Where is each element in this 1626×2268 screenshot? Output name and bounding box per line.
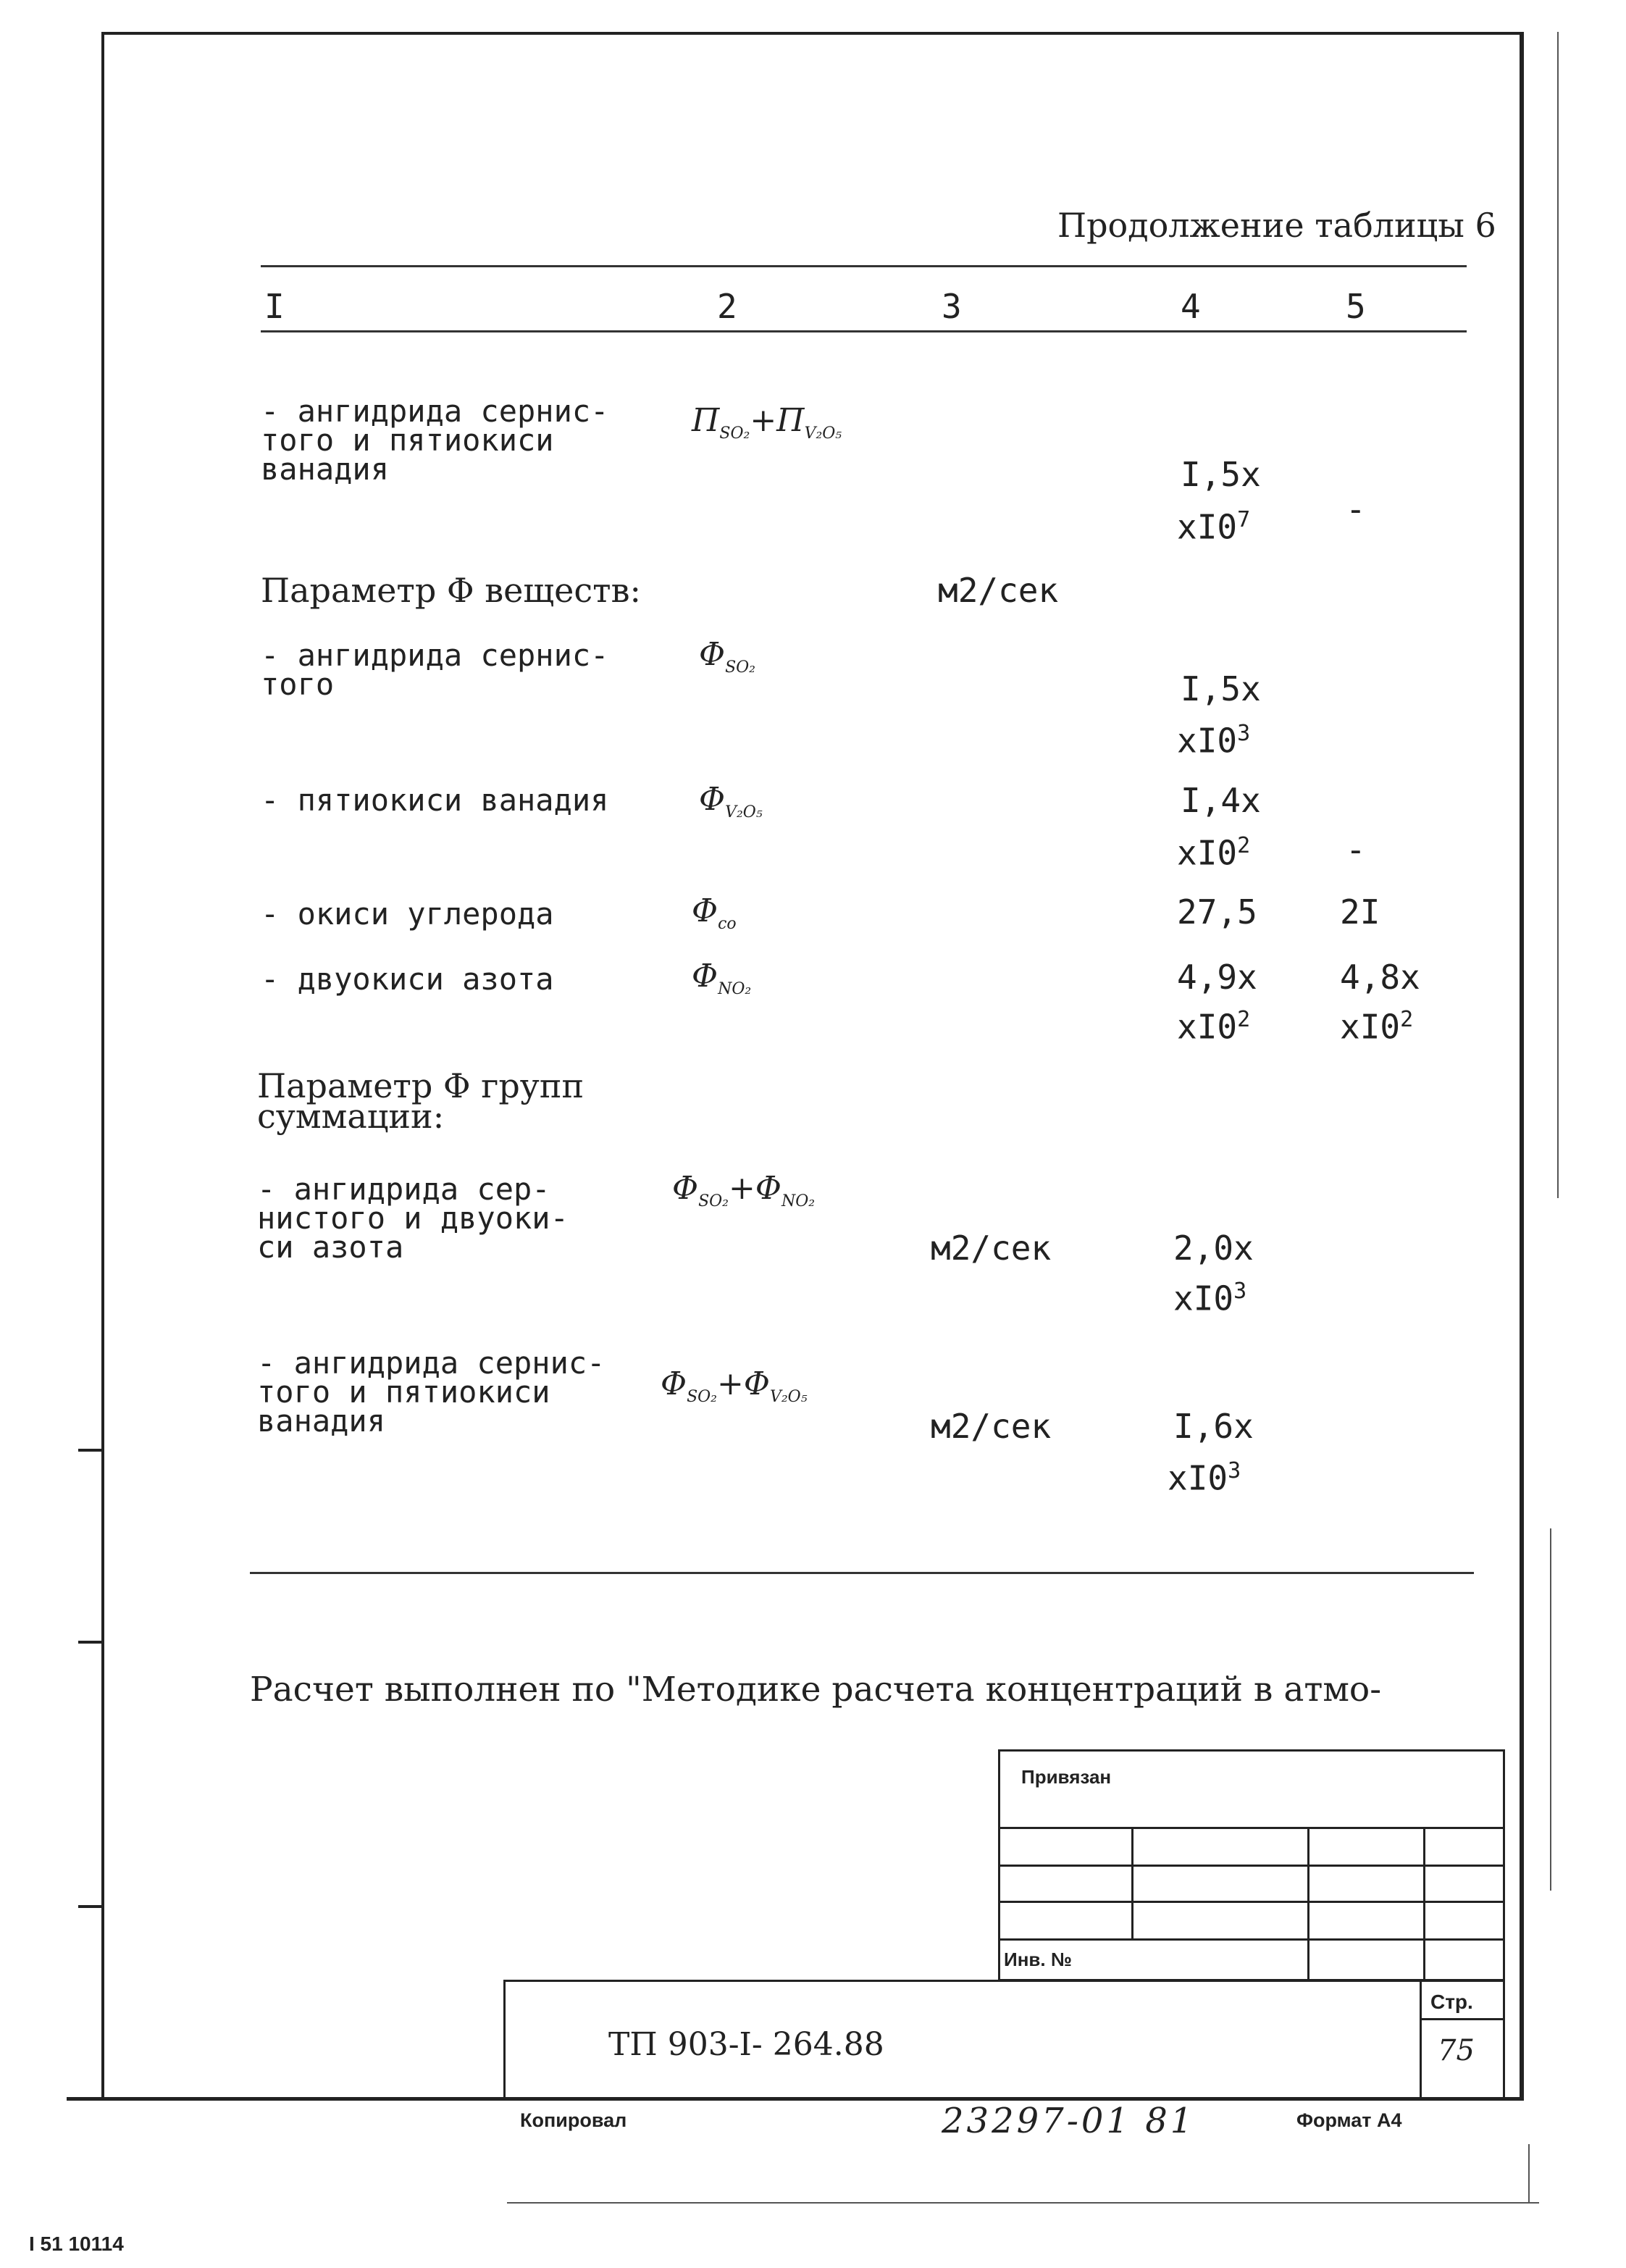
stamp-divider: [1420, 1980, 1422, 2100]
column-header-2: 2: [717, 287, 737, 326]
row-symbol: $\Phi_{SO_2}+\Phi_{V_2O_5}$: [661, 1365, 808, 1406]
row-symbol: $\Phi_{NO_2}$: [692, 958, 752, 998]
row-value-col5: -: [1346, 830, 1366, 869]
table-bottom-rule: [250, 1572, 1474, 1574]
body-text: Расчет выполнен по "Методике расчета концентраций в атмо-: [250, 1670, 1382, 1710]
bottom-trim-line-vertical: [1528, 2144, 1530, 2204]
row-symbol: $\Phi_{co}$: [692, 892, 737, 933]
table-header-bottom-rule: [261, 330, 1467, 332]
frame-left-border: [101, 32, 104, 2100]
column-header-1: I: [264, 287, 285, 326]
stamp-inv-label: Инв. №: [1004, 1949, 1072, 1970]
stamp-rule: [998, 1827, 1505, 1829]
table-continuation-title: Продолжение таблицы 6: [1057, 206, 1496, 245]
row-value-col5-line2: $xI0^2$: [1340, 1007, 1414, 1047]
row-value-col5-line1: 4,8x: [1340, 958, 1420, 997]
row-symbol: $\Phi_{SO_2}+\Phi_{NO_2}$: [672, 1170, 816, 1210]
stamp-document-code: ТП 903-I- 264.88: [608, 2026, 884, 2063]
frame-outer-right-line: [1557, 32, 1559, 1198]
column-header-3: 3: [942, 287, 962, 326]
row-name: - окиси углерода: [261, 896, 554, 932]
frame-right-border: [1520, 32, 1524, 2100]
row-value-col4-line2: $xI0^3$: [1177, 721, 1251, 761]
row-value-col4-line1: 2,0x: [1173, 1229, 1254, 1268]
stamp-page-label: Стр.: [1430, 1991, 1473, 2013]
row-value-col5: -: [1346, 490, 1366, 529]
margin-tick: [78, 1449, 104, 1452]
row-symbol: $\Pi_{SO_2}+\Pi_{V_2O_5}$: [692, 402, 842, 443]
row-value-col5: 2I: [1340, 892, 1380, 932]
stamp-divider: [1307, 1827, 1309, 1981]
column-header-4: 4: [1181, 287, 1201, 326]
stamp-rule: [1420, 2018, 1505, 2020]
frame-top-border: [101, 32, 1522, 35]
row-value-col4-line1: I,6x: [1173, 1407, 1254, 1446]
margin-tick: [78, 1905, 104, 1908]
stamp-copied-label: Копировал: [520, 2109, 627, 2131]
stamp-rule: [998, 1938, 1505, 1941]
row-value-col4-line2: $xI0^2$: [1177, 1007, 1251, 1047]
row-name: - двуокиси азота: [261, 961, 554, 997]
row-symbol: $\Phi_{SO_2}$: [699, 636, 756, 677]
stamp-privyazan-label: Привязан: [1021, 1766, 1112, 1788]
stamp-format-label: Формат А4: [1296, 2109, 1402, 2131]
row-value-col4-line2: $xI0^2$: [1177, 833, 1251, 873]
row-name: - ангидрида сер- нистого и двуоки- си азота: [257, 1171, 569, 1265]
table-header-top-rule: [261, 265, 1467, 267]
row-value-col4-line1: I,4x: [1181, 781, 1261, 820]
row-value-col4-line2: $xI0^3$: [1173, 1279, 1247, 1318]
column-header-5: 5: [1346, 287, 1366, 326]
row-symbol: $\Phi_{V_2O_5}$: [699, 781, 763, 821]
row-value-col4-line2: $xI0^7$: [1177, 507, 1251, 547]
bottom-trim-line: [507, 2202, 1539, 2204]
row-name: - ангидрида сернис- того: [261, 637, 609, 702]
stamp-rule: [998, 1901, 1505, 1903]
stamp-page-number: 75: [1438, 2034, 1475, 2067]
stamp-rule: [998, 1865, 1505, 1867]
margin-code: I 51 10114: [29, 2233, 124, 2255]
row-unit: м2/сек: [931, 1407, 1052, 1446]
row-value-col4-line2: $xI0^3$: [1168, 1458, 1241, 1498]
row-name: - ангидрида сернис- того и пятиокиси ванадия: [261, 393, 609, 487]
row-name: - ангидрида сернис- того и пятиокиси ванадия: [257, 1345, 605, 1439]
row-name: - пятиокиси ванадия: [261, 782, 609, 818]
row-value-col4-line1: I,5x: [1181, 455, 1261, 494]
margin-tick: [78, 1641, 104, 1644]
stamp-order-number: 23297-01 81: [942, 2101, 1196, 2141]
row-value-col4-line1: 27,5: [1177, 892, 1257, 932]
stamp-divider: [1423, 1827, 1425, 1981]
stamp-divider: [1131, 1827, 1133, 1939]
row-value-col4-line1: I,5x: [1181, 669, 1261, 708]
section-unit: м2/сек: [938, 571, 1059, 610]
section-heading: Параметр Φ веществ:: [261, 571, 641, 610]
row-unit: м2/сек: [931, 1229, 1052, 1268]
frame-outer-right-line-lower: [1550, 1528, 1551, 1891]
row-value-col4-line1: 4,9x: [1177, 958, 1257, 997]
section-heading: Параметр Φ групп суммации:: [257, 1066, 584, 1136]
